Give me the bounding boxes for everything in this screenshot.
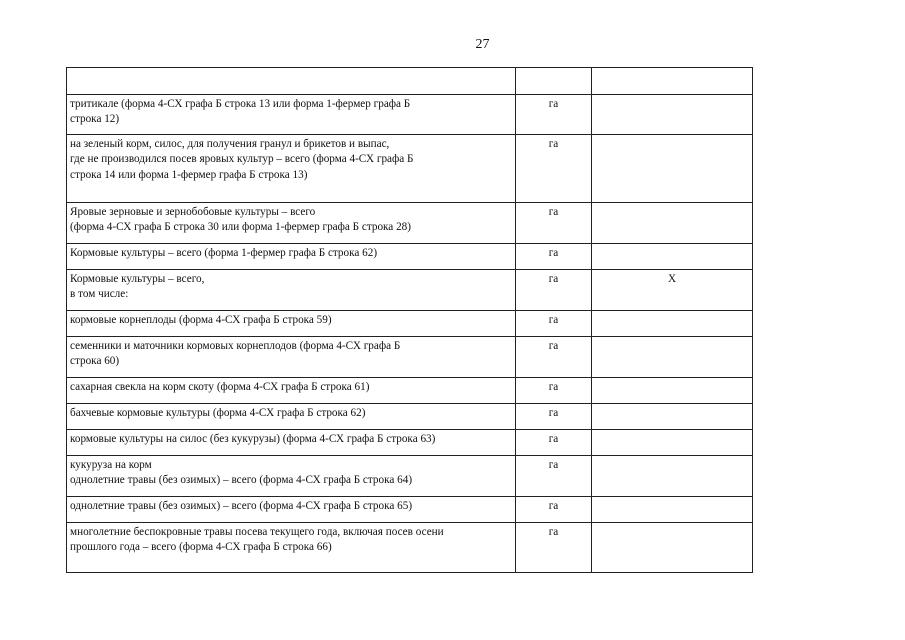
table-row [67,203,753,244]
row-description: многолетние беспокровные травы посева текущего года, включая посев осени прошлого года – всего (форма 4-СХ графа Б строка 66) [67,523,516,573]
row-value-cell[interactable]: X [592,270,753,311]
row-unit [516,68,592,95]
form-table [66,67,753,573]
row-value-cell[interactable] [592,244,753,270]
row-value-cell[interactable] [592,430,753,456]
row-unit: га [516,430,592,456]
table-row [67,337,753,378]
row-description: кукуруза на корм однолетние травы (без озимых) – всего (форма 4-СХ графа Б строка 64) [67,456,516,497]
table-row [67,68,753,95]
table-row [67,497,753,523]
table-row [67,270,753,311]
row-description: на зеленый корм, силос, для получения гранул и брикетов и выпас, где не производился посев яровых культур – всего (форма 4-СХ графа Б строка 14 или форма 1-фермер графа Б строка 13) [67,135,516,203]
row-unit: га [516,135,592,203]
table-row [67,244,753,270]
row-description: бахчевые кормовые культуры (форма 4-СХ графа Б строка 62) [67,404,516,430]
row-value-cell[interactable] [592,68,753,95]
row-description: тритикале (форма 4-СХ графа Б строка 13 или форма 1-фермер графа Б строка 12) [67,95,516,135]
row-unit: га [516,378,592,404]
row-unit: га [516,337,592,378]
table-row [67,523,753,573]
table-row [67,311,753,337]
row-value-cell[interactable] [592,203,753,244]
row-unit: га [516,311,592,337]
row-value-cell[interactable] [592,135,753,203]
table-row [67,135,753,203]
page-number: 27 [475,37,490,52]
row-description: кормовые культуры на силос (без кукурузы) (форма 4-СХ графа Б строка 63) [67,430,516,456]
row-value-cell[interactable] [592,497,753,523]
row-description: однолетние травы (без озимых) – всего (форма 4-СХ графа Б строка 65) [67,497,516,523]
table-row [67,378,753,404]
row-unit: га [516,523,592,573]
row-description [67,68,516,95]
row-unit: га [516,270,592,311]
row-value-cell[interactable] [592,311,753,337]
row-value-cell[interactable] [592,404,753,430]
row-description: Яровые зерновые и зернобобовые культуры – всего (форма 4-СХ графа Б строка 30 или форма 1-фермер графа Б строка 28) [67,203,516,244]
table-row [67,456,753,497]
row-value-cell[interactable] [592,378,753,404]
row-unit: га [516,95,592,135]
row-unit: га [516,497,592,523]
row-value-cell[interactable] [592,95,753,135]
row-unit: га [516,203,592,244]
row-value-cell[interactable] [592,456,753,497]
row-description: Кормовые культуры – всего (форма 1-фермер графа Б строка 62) [67,244,516,270]
row-description: кормовые корнеплоды (форма 4-СХ графа Б строка 59) [67,311,516,337]
row-unit: га [516,244,592,270]
row-description: семенники и маточники кормовых корнеплодов (форма 4-СХ графа Б строка 60) [67,337,516,378]
row-unit: га [516,456,592,497]
table-row [67,430,753,456]
row-description: Кормовые культуры – всего, в том числе: [67,270,516,311]
row-description: сахарная свекла на корм скоту (форма 4-СХ графа Б строка 61) [67,378,516,404]
row-value-cell[interactable] [592,337,753,378]
table-row [67,95,753,135]
row-unit: га [516,404,592,430]
table-row [67,404,753,430]
row-value-cell[interactable] [592,523,753,573]
